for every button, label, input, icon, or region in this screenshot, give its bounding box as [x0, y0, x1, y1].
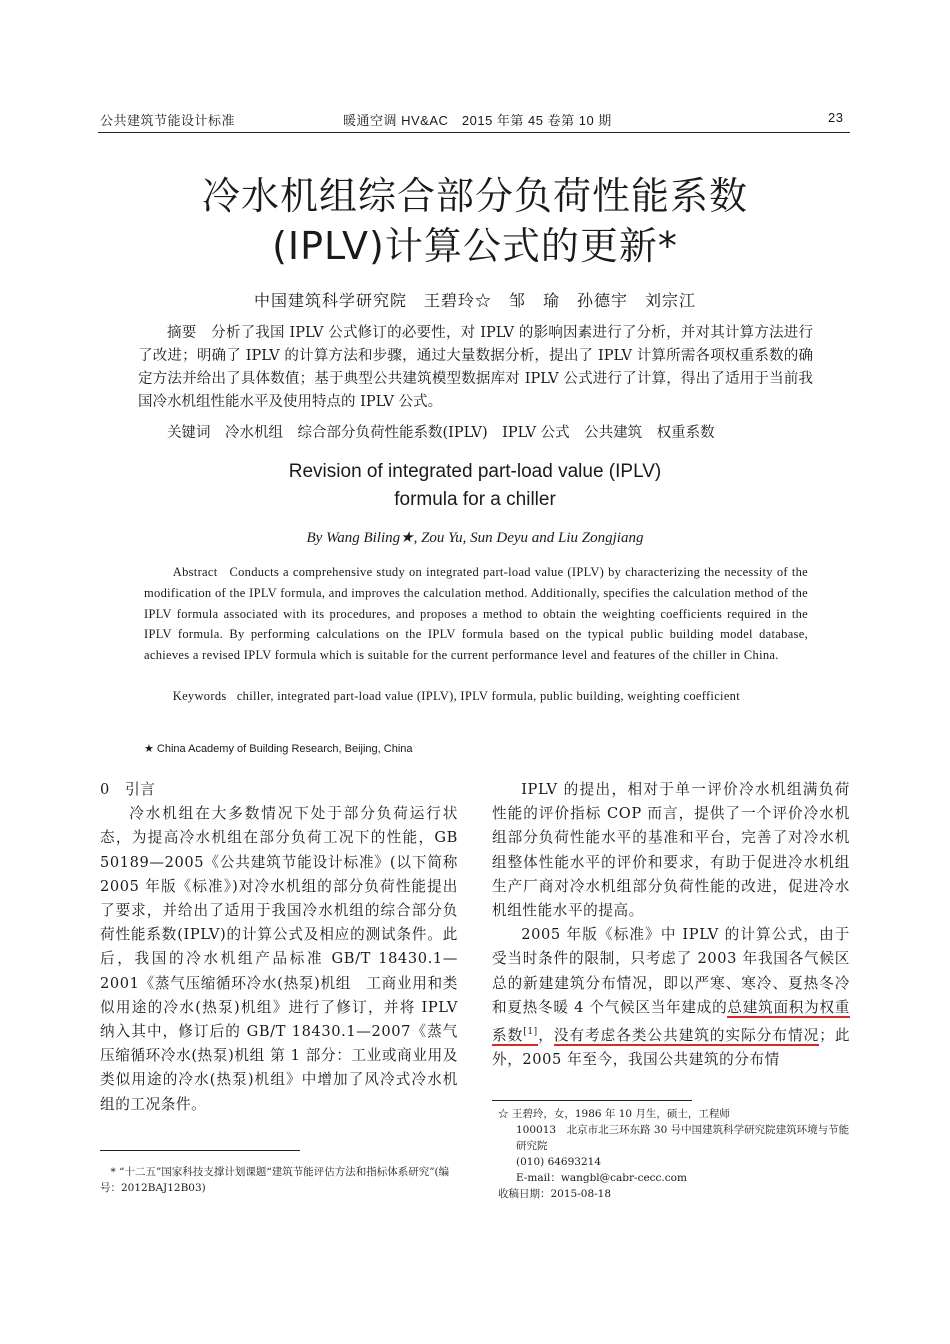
authors: 中国建筑科学研究院 王碧玲☆ 邹 瑜 孙德宇 刘宗江 [253, 291, 696, 310]
english-affiliation: ★ China Academy of Building Research, Beijing, China [144, 743, 413, 755]
keywords-zh-text: 冷水机组 综合部分负荷性能系数(IPLV) IPLV 公式 公共建筑 权重系数 [225, 425, 715, 441]
keywords-en-text: chiller, integrated part-load value (IPLV), IPLV formula, public building, weighting coefficient [236, 689, 740, 703]
english-title-line-1: Revision of integrated part-load value (IPLV) [288, 461, 662, 482]
paragraph-2-end: ；此外，2005 年至今，我国公共建筑的分布情 [492, 1026, 851, 1069]
abstract-zh-text: 分析了我国 IPLV 公式修订的必要性，对 IPLV 的影响因素进行了分析，并对其计算方法进行了改进；明确了 IPLV 的计算方法和步骤，通过大量数据分析，提出了 IPLV 计算所需各项权重系数的确定方法并给出了具体数值；基于典型公共建筑模型数据库对 IPLV 公式进行了计算，得出了适用于当前我国冷水机组性能水平及使用特点的 IPLV 公式。 [138, 325, 813, 410]
title-line-2: (IPLV)计算公式的更新* [272, 224, 678, 268]
author-footnote-received: 收稿日期：2015-08-18 [498, 1188, 612, 1200]
keywords-en-label: Keywords [172, 689, 227, 703]
funding-footnote: * “十二五”国家科技支撑计划课题“建筑节能评估方法和指标体系研究”(编号：2012BAJ12B03) [100, 1166, 450, 1194]
header-page-number: 23 [828, 110, 844, 125]
left-footnote-rule [100, 1150, 300, 1151]
author-footnote-address: 100013 北京市北三环东路 30 号中国建筑科学研究院建筑环境与节能研究院 [516, 1124, 850, 1152]
abstract-en-text: Conducts a comprehensive study on integrated part-load value (IPLV) by characterizing the necessity of the modification of the IPLV formula, and improves the calculation method. Additionally, specifies the calculation method of the IPLV formula associated with its procedures, and proposes a method to obtain the weighting coefficients required in the IPLV formula. By performing calculations on the IPLV formula based on the typical public building model database, achieves a revised IPLV formula which is suitable for the current performance level and features of the chiller in China. [144, 565, 808, 663]
highlight-building-distribution: 没有考虑各类公共建筑的实际分布情况 [553, 1026, 820, 1044]
paragraph-2-start: 2005 年版《标准》中 IPLV 的计算公式，由于受当时条件的限制，只考虑了 2003 年我国各气候区总的新建建筑分布情况，即以严寒、寒冷、夏热冬冷和夏热冬暖 4 个气候区当年建成的 [492, 926, 850, 1016]
author-footnote [498, 1106, 850, 1202]
right-footnote-rule [492, 1100, 692, 1101]
paragraph-2-comma: ， [537, 1026, 554, 1044]
english-authors: By Wang Biling★, Zou Yu, Sun Deyu and Liu Zongjiang [306, 530, 644, 546]
author-footnote-name: ☆ 王碧玲，女，1986 年 10 月生，硕士，工程师 [498, 1108, 730, 1120]
keywords-zh-label: 关键词 [167, 425, 211, 441]
right-paragraph-2 [492, 923, 850, 1072]
left-column [100, 778, 458, 1117]
reference-1[interactable]: [1] [523, 1027, 538, 1038]
author-footnote-phone: (010) 64693214 [516, 1156, 602, 1168]
abstract-zh [138, 322, 813, 414]
keywords-en [144, 686, 808, 707]
abstract-en-label: Abstract [172, 565, 218, 579]
author-footnote-email: E-mail：wangbl@cabr-cecc.com [516, 1172, 687, 1184]
abstract-zh-label: 摘要 [167, 325, 197, 341]
header-journal-info: 暖通空调 HV&AC 2015 年第 45 卷第 10 期 [343, 113, 612, 128]
header-rule [98, 132, 850, 133]
english-title-line-2: formula for a chiller [394, 489, 556, 510]
title-line-1: 冷水机组综合部分负荷性能系数 [201, 174, 748, 218]
header-journal-section: 公共建筑节能设计标准 [100, 113, 236, 128]
abstract-en [144, 562, 808, 666]
intro-paragraph: 冷水机组在大多数情况下处于部分负荷运行状态，为提高冷水机组在部分负荷工况下的性能，GB 50189—2005《公共建筑节能设计标准》(以下简称 2005 年版《标准》)对冷水机组的部分负荷性能提出了要求，并给出了适用于我国冷水机组的综合部分负荷性能系数(IPLV)的计算公式及相应的测试条件。此后，我国的冷水机组产品标准 GB/T 18430.1—2001《蒸气压缩循环冷水(热泵)机组 工商业用和类似用途的冷水(热泵)机组》进行了修订，并将 IPLV 纳入其中，修订后的 GB/T 18430.1—2007《蒸气压缩循环冷水(热泵)机组 第 1 部分：工业或商业用及类似用途的冷水(热泵)机组》中增加了风冷式冷水机组的工况条件。 [100, 805, 458, 1113]
highlight-text-1: 总建筑面积为权重系数 [492, 998, 850, 1044]
right-paragraph-1: IPLV 的提出，相对于单一评价冷水机组满负荷性能的评价指标 COP 而言，提供了一个评价冷水机组部分负荷性能水平的基准和平台，完善了对冷水机组整体性能水平的评价和要求，有助于促进冷水机组生产厂商对冷水机组部分负荷性能的改进，促进冷水机组性能水平的提高。 [492, 781, 850, 920]
keywords-zh [138, 422, 813, 445]
right-column [492, 778, 850, 1072]
section-heading: 0 引言 [100, 781, 156, 798]
